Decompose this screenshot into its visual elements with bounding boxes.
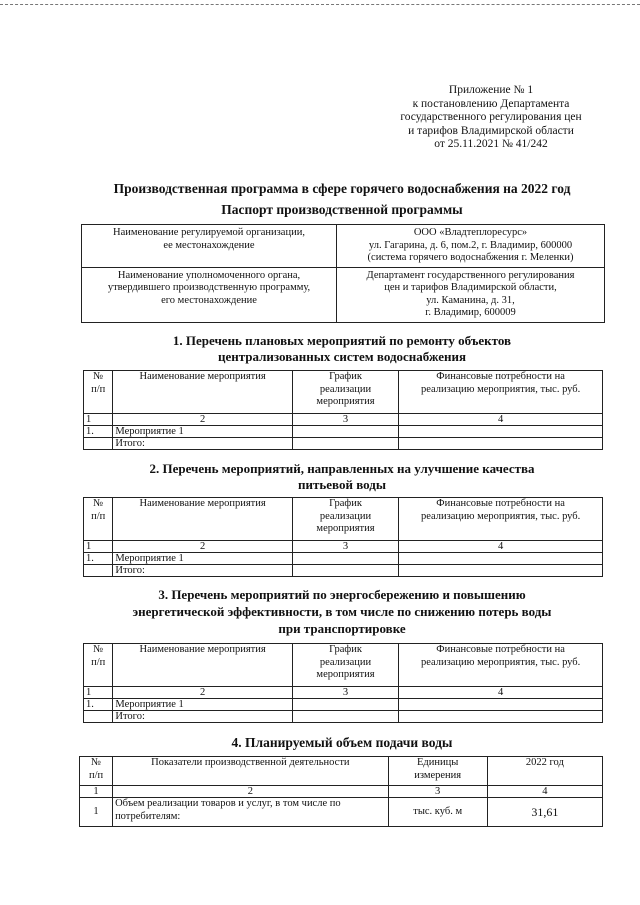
col-number: 3 bbox=[388, 786, 487, 798]
total-schedule bbox=[292, 711, 398, 723]
section1-title: централизованных систем водоснабжения bbox=[217, 349, 467, 364]
passport-table bbox=[81, 224, 605, 323]
table-row bbox=[84, 699, 603, 711]
header-schedule bbox=[292, 644, 398, 687]
header-finance bbox=[399, 371, 603, 414]
cell-line: ул. Каманина, д. 31, bbox=[426, 294, 515, 306]
appendix-line: от 25.11.2021 № 41/242 bbox=[434, 138, 548, 150]
total-finance bbox=[399, 565, 603, 577]
cell-line: потребителям: bbox=[115, 810, 181, 822]
section1-table bbox=[83, 370, 603, 450]
cell-line: ООО «Владтеплоресурс» bbox=[413, 227, 528, 238]
table-row bbox=[84, 553, 603, 565]
cell-line: мероприятия bbox=[316, 396, 375, 407]
appendix-line: государственного регулирования цен bbox=[400, 111, 582, 123]
cell-line: п/п bbox=[91, 656, 106, 668]
col-number: 3 bbox=[292, 414, 398, 426]
cell-line: г. Владимир, 600009 bbox=[425, 307, 516, 318]
row-num: 1. bbox=[84, 553, 113, 565]
cell-line: График bbox=[329, 498, 362, 509]
passport-value-cell bbox=[337, 267, 605, 322]
col-number: 1 bbox=[80, 786, 113, 798]
total-row bbox=[84, 565, 603, 577]
header-num bbox=[80, 757, 113, 786]
passport-value-cell bbox=[337, 225, 605, 268]
section1-title: 1. Перечень плановых мероприятий по ремонту объектов bbox=[172, 333, 512, 348]
cell-line: Наименование регулируемой организации, bbox=[113, 227, 305, 238]
col-number: 1 bbox=[84, 687, 113, 699]
row-name: Мероприятие 1 bbox=[113, 426, 292, 438]
cell-line: утвердившего производственную программу, bbox=[107, 282, 311, 293]
col-number: 4 bbox=[399, 687, 603, 699]
cell-line: Единицы bbox=[417, 757, 459, 768]
header-indicator: Показатели производственной деятельности bbox=[113, 757, 389, 786]
header-num bbox=[84, 371, 113, 414]
passport-label-cell bbox=[82, 267, 337, 322]
row-value: 31,61 bbox=[487, 798, 602, 827]
header-finance bbox=[399, 498, 603, 541]
col-number: 1 bbox=[84, 414, 113, 426]
column-number-row bbox=[80, 786, 603, 798]
cell-line: Финансовые потребности на bbox=[436, 498, 565, 509]
table-row bbox=[80, 798, 603, 827]
header-name: Наименование мероприятия bbox=[113, 644, 292, 687]
main-title: Производственная программа в сфере горячего водоснабжения на 2022 год bbox=[113, 181, 571, 196]
cell-line: № bbox=[93, 644, 104, 655]
cell-line: ее местонахождение bbox=[163, 239, 255, 251]
table-header-row bbox=[84, 498, 603, 541]
cell-line: (система горячего водоснабжения г. Меленки) bbox=[367, 252, 574, 263]
row-finance bbox=[399, 426, 603, 438]
row-indicator bbox=[113, 798, 389, 827]
row-num: 1 bbox=[80, 798, 113, 827]
column-number-row bbox=[84, 414, 603, 426]
total-num bbox=[84, 565, 113, 577]
table-row bbox=[82, 225, 605, 268]
appendix-line: и тарифов Владимирской области bbox=[408, 124, 574, 137]
total-label: Итого: bbox=[113, 711, 292, 723]
row-name: Мероприятие 1 bbox=[113, 699, 292, 711]
col-number: 4 bbox=[399, 414, 603, 426]
passport-label-cell bbox=[82, 225, 337, 268]
col-number: 4 bbox=[487, 786, 602, 798]
header-name: Наименование мероприятия bbox=[113, 498, 292, 541]
column-number-row bbox=[84, 541, 603, 553]
cell-line: п/п bbox=[88, 769, 104, 781]
total-label: Итого: bbox=[113, 565, 292, 577]
table-header-row bbox=[84, 644, 603, 687]
total-row bbox=[84, 438, 603, 450]
cell-line: Объем реализации товаров и услуг, в том числе по bbox=[115, 798, 341, 809]
cell-line: Наименование уполномоченного органа, bbox=[117, 269, 301, 281]
cell-line: п/п bbox=[91, 510, 106, 522]
section3-table bbox=[83, 643, 603, 723]
total-schedule bbox=[292, 438, 398, 450]
header-num bbox=[84, 644, 113, 687]
table-header-row bbox=[84, 371, 603, 414]
appendix-header bbox=[386, 84, 596, 152]
cell-line: его местонахождение bbox=[161, 294, 257, 306]
cell-line: п/п bbox=[91, 383, 106, 395]
row-units: тыс. куб. м bbox=[388, 798, 487, 827]
cell-line: № bbox=[93, 371, 104, 382]
row-finance bbox=[399, 699, 603, 711]
section3-title: при транспортировке bbox=[278, 621, 406, 636]
section3-title: 3. Перечень мероприятий по энергосбережению и повышению bbox=[158, 587, 526, 602]
col-number: 4 bbox=[399, 541, 603, 553]
row-schedule bbox=[292, 699, 398, 711]
row-schedule bbox=[292, 426, 398, 438]
total-finance bbox=[399, 711, 603, 723]
cell-line: Финансовые потребности на bbox=[436, 644, 565, 655]
section4-title: 4. Планируемый объем подачи воды bbox=[231, 735, 453, 750]
cell-line: № bbox=[93, 498, 104, 509]
passport-title: Паспорт производственной программы bbox=[221, 202, 463, 217]
col-number: 2 bbox=[113, 786, 389, 798]
header-units bbox=[388, 757, 487, 786]
table-header-row bbox=[80, 757, 603, 786]
cell-line: цен и тарифов Владимирской области, bbox=[384, 282, 557, 293]
cell-line: реализации bbox=[319, 510, 372, 522]
section2-title: питьевой воды bbox=[298, 477, 386, 492]
col-number: 2 bbox=[113, 541, 292, 553]
cell-line: измерения bbox=[414, 769, 462, 781]
row-schedule bbox=[292, 553, 398, 565]
cell-line: ул. Гагарина, д. 6, пом.2, г. Владимир, 600000 bbox=[368, 239, 573, 251]
column-number-row bbox=[84, 687, 603, 699]
total-label: Итого: bbox=[113, 438, 292, 450]
cell-line: № bbox=[91, 757, 102, 768]
cell-line: реализацию мероприятия, тыс. руб. bbox=[420, 383, 581, 395]
row-num: 1. bbox=[84, 426, 113, 438]
cell-line: реализации bbox=[319, 383, 372, 395]
header-schedule bbox=[292, 371, 398, 414]
table-row bbox=[82, 267, 605, 322]
cell-line: Финансовые потребности на bbox=[436, 371, 565, 382]
appendix-line: к постановлению Департамента bbox=[412, 97, 570, 110]
cell-line: реализацию мероприятия, тыс. руб. bbox=[420, 656, 581, 668]
cell-line: мероприятия bbox=[316, 523, 375, 534]
cell-line: Департамент государственного регулирования bbox=[366, 269, 575, 281]
col-number: 3 bbox=[292, 687, 398, 699]
total-num bbox=[84, 711, 113, 723]
cell-line: реализации bbox=[319, 656, 372, 668]
row-name: Мероприятие 1 bbox=[113, 553, 292, 565]
col-number: 2 bbox=[113, 414, 292, 426]
col-number: 3 bbox=[292, 541, 398, 553]
total-row bbox=[84, 711, 603, 723]
cell-line: мероприятия bbox=[316, 669, 375, 680]
header-year: 2022 год bbox=[487, 757, 602, 786]
cell-line: График bbox=[329, 371, 362, 382]
appendix-line: Приложение № 1 bbox=[448, 84, 534, 96]
section3-title: энергетической эффективности, в том числе по снижению потерь воды bbox=[132, 604, 552, 619]
total-num bbox=[84, 438, 113, 450]
header-num bbox=[84, 498, 113, 541]
total-finance bbox=[399, 438, 603, 450]
table-row bbox=[84, 426, 603, 438]
header-finance bbox=[399, 644, 603, 687]
header-schedule bbox=[292, 498, 398, 541]
section4-table bbox=[79, 756, 603, 827]
section2-table bbox=[83, 497, 603, 577]
scan-top-dashed-line bbox=[0, 4, 640, 5]
col-number: 2 bbox=[113, 687, 292, 699]
header-name: Наименование мероприятия bbox=[113, 371, 292, 414]
cell-line: График bbox=[329, 644, 362, 655]
col-number: 1 bbox=[84, 541, 113, 553]
total-schedule bbox=[292, 565, 398, 577]
row-num: 1. bbox=[84, 699, 113, 711]
row-finance bbox=[399, 553, 603, 565]
cell-line: реализацию мероприятия, тыс. руб. bbox=[420, 510, 581, 522]
section2-title: 2. Перечень мероприятий, направленных на улучшение качества bbox=[149, 461, 535, 476]
